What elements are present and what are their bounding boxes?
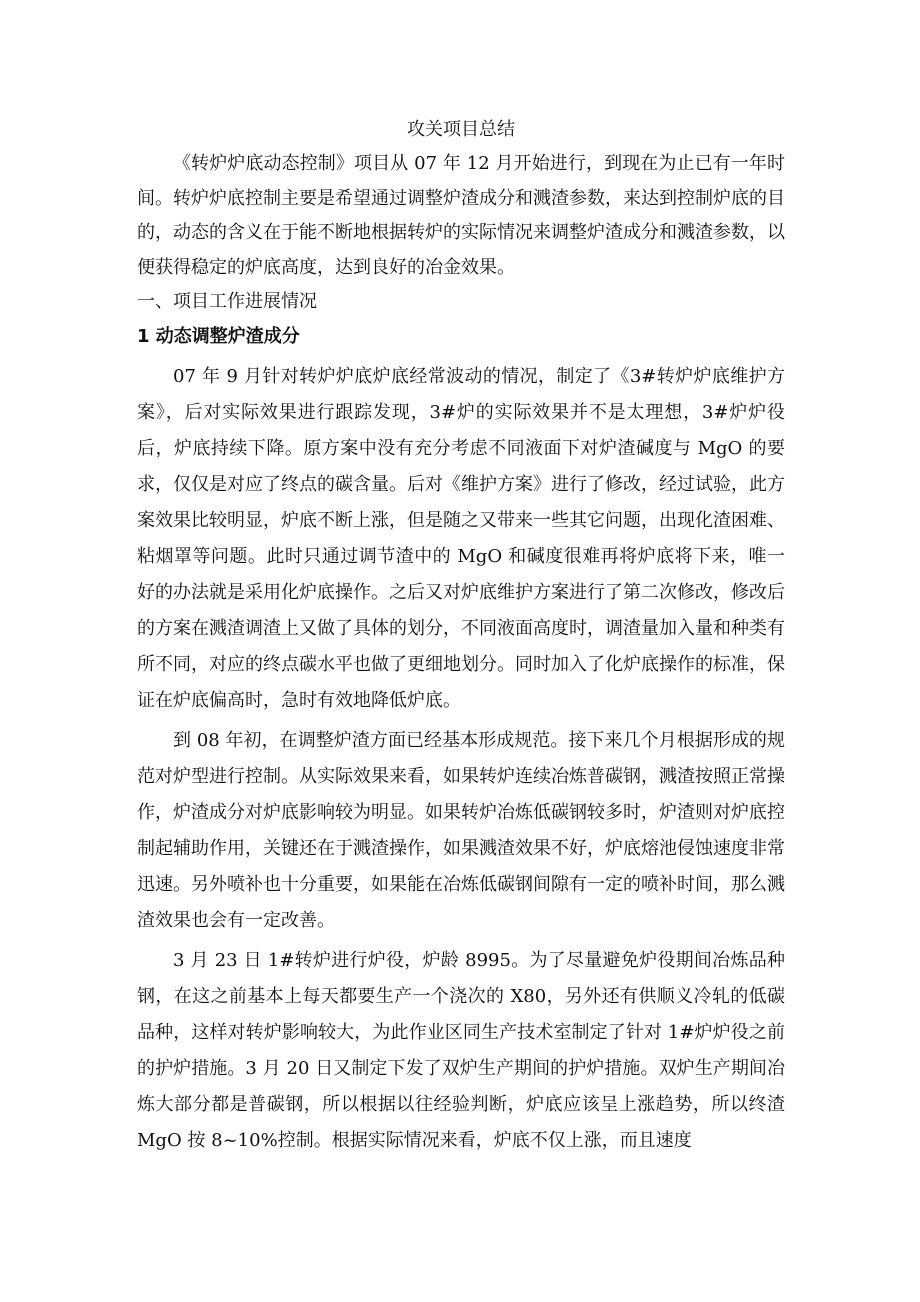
document-title: 攻关项目总结 [407,119,515,140]
document-body [137,113,785,1159]
body-paragraph-3: 3 月 23 日 1#转炉进行炉役，炉龄 8995。为了尽量避免炉役期间冶炼品种钢，在这之前基本上每天都要生产一个浇次的 X80，另外还有供顺义冷轧的低碳品种，这样对转炉影响较大，为此作业区同生产技术室制定了针对 1#炉炉役之前的护炉措施。3 月 20 日又制定下发了双炉生产期间的护炉措施。双炉生产期间冶炼大部分都是普碳钢，所以根据以往经验判断，炉底应该呈上涨趋势，所以终渣 MgO 按 8~10%控制。根据实际情况来看，炉底不仅上涨，而且速度 [137,950,785,1151]
body-paragraph-1: 07 年 9 月针对转炉炉底炉底经常波动的情况，制定了《3#转炉炉底维护方案》，后对实际效果进行跟踪发现，3#炉的实际效果并不是太理想，3#炉炉役后，炉底持续下降。原方案中没有充分考虑不同液面下对炉渣碱度与 MgO 的要求，仅仅是对应了终点的碳含量。后对《维护方案》进行了修改，经过试验，此方案效果比较明显，炉底不断上涨，但是随之又带来一些其它问题，出现化渣困难、粘烟罩等问题。此时只通过调节渣中的 MgO 和碱度很难再将炉底将下来，唯一好的办法就是采用化炉底操作。之后又对炉底维护方案进行了第二次修改，修改后的方案在溅渣调渣上又做了具体的划分，不同液面高度时，调渣量加入量和种类有所不同，对应的终点碳水平也做了更细地划分。同时加入了化炉底操作的标准，保证在炉底偏高时，急时有效地降低炉底。 [137,366,785,711]
body-paragraph-2: 到 08 年初，在调整炉渣方面已经基本形成规范。接下来几个月根据形成的规范对炉型进行控制。从实际效果来看，如果转炉连续冶炼普碳钢，溅渣按照正常操作，炉渣成分对炉底影响较为明显。如果转炉冶炼低碳钢较多时，炉渣则对炉底控制起辅助作用，关键还在于溅渣操作，如果溅渣效果不好，炉底熔池侵蚀速度非常迅速。另外喷补也十分重要，如果能在冶炼低碳钢间隙有一定的喷补时间，那么溅渣效果也会有一定改善。 [137,730,785,931]
section-heading: 一、项目工作进展情况 [137,291,317,312]
subsection-heading: 1 动态调整炉渣成分 [137,326,300,347]
intro-paragraph: 《转炉炉底动态控制》项目从 07 年 12 月开始进行，到现在为止已有一年时间。转炉炉底控制主要是希望通过调整炉渣成分和溅渣参数，来达到控制炉底的目的，动态的含义在于能不断地根据转炉的实际情况来调整炉渣成分和溅渣参数，以便获得稳定的炉底高度，达到良好的冶金效果。 [137,153,785,278]
